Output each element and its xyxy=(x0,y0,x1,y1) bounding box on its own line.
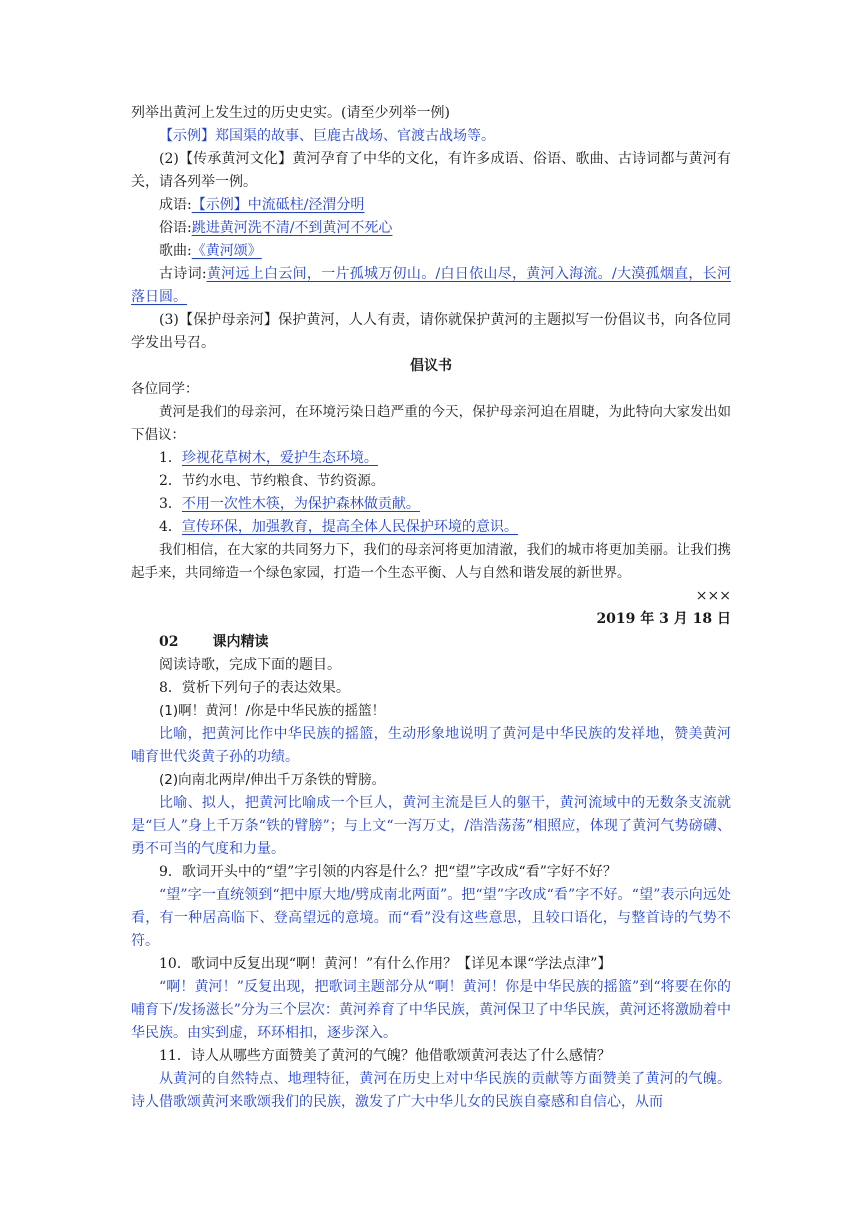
question-2-stem: (2)【传承黄河文化】黄河孕育了中华的文化，有许多成语、俗语、歌曲、古诗词都与黄河有关，请各列举一例。 xyxy=(131,151,731,190)
question-3-stem: (3)【保护母亲河】保护黄河，人人有责，请你就保护黄河的主题拟写一份倡议书，向各位同学发出号召。 xyxy=(131,312,731,351)
question-8-answer-2: 比喻、拟人，把黄河比喻成一个巨人，黄河主流是巨人的躯干，黄河流域中的无数条支流就是“巨人”身上千万条“铁的臂膀”；与上文“一泻万丈，/浩浩荡荡”相照应，体现了黄河气势磅礴、勇不可当的气度和力量。 xyxy=(131,795,731,857)
saying-line xyxy=(131,217,731,240)
section-heading xyxy=(131,631,731,654)
section-instruction: 阅读诗歌，完成下面的题目。 xyxy=(159,657,341,673)
proposal-item-3 xyxy=(131,493,731,516)
proposal-greeting: 各位同学： xyxy=(131,381,199,397)
item-number: 1． xyxy=(159,450,182,466)
poem-answer: 黄河远上白云间，一片孤城万仞山。/白日依山尽，黄河入海流。/大漠孤烟直，长河落日圆。 xyxy=(131,266,732,305)
question-8-answer-1: 比喻，把黄河比作中华民族的摇篮，生动形象地说明了黄河是中华民族的发祥地，赞美黄河哺育世代炎黄子孙的功绩。 xyxy=(131,726,731,765)
saying-answer: 跳进黄河洗不清/不到黄河不死心 xyxy=(191,220,393,236)
question-intro-tail: 列举出黄河上发生过的历史史实。(请至少列举一例) xyxy=(131,105,450,121)
document-page xyxy=(131,102,731,1114)
question-10-stem: 10．歌词中反复出现“啊！黄河！”有什么作用？【详见本课“学法点津”】 xyxy=(159,956,612,972)
item-text: 不用一次性木筷，为保护森林做贡献。 xyxy=(181,496,420,512)
item-text: 节约水电、节约粮食、节约资源。 xyxy=(181,473,385,489)
proposal-signature: ××× xyxy=(695,588,731,604)
question-9-stem: 9．歌词开头中的“望”字引领的内容是什么？把“望”字改成“看”字好不好？ xyxy=(159,864,617,880)
proposal-item-1 xyxy=(131,447,731,470)
question-11-answer: 从黄河的自然特点、地理特征，黄河在历史上对中华民族的贡献等方面赞美了黄河的气魄。诗人借歌颂黄河来歌颂我们的民族，激发了广大中华儿女的民族自豪感和自信心，从而 xyxy=(131,1071,731,1110)
item-text: 宣传环保，加强教育，提高全体人民保护环境的意识。 xyxy=(181,519,518,535)
question-8-sentence-1: (1)啊！黄河！/你是中华民族的摇篮！ xyxy=(159,703,386,719)
question-9-answer: “望”字一直统领到“把中原大地/劈成南北两面”。把“望”字改成“看”字不好。“望”表示向远处看，有一种居高临下、登高望远的意境。而“看”没有这些意思，且较口语化，与整首诗的气势不符。 xyxy=(131,887,731,949)
saying-label: 俗语: xyxy=(159,220,192,236)
idiom-line xyxy=(131,194,731,217)
question-8-stem: 8．赏析下列句子的表达效果。 xyxy=(159,680,350,696)
proposal-item-4 xyxy=(131,516,731,539)
question-8-sentence-2: (2)向南北两岸/伸出千万条铁的臂膀。 xyxy=(159,772,386,788)
proposal-date: 2019 年 3 月 18 日 xyxy=(596,611,731,627)
proposal-title: 倡议书 xyxy=(410,358,452,374)
song-answer: 《黄河颂》 xyxy=(191,243,262,259)
section-number: 02 xyxy=(159,634,179,650)
poem-label: 古诗词: xyxy=(159,266,207,282)
poem-line xyxy=(131,263,731,309)
item-number: 2． xyxy=(159,473,182,489)
song-label: 歌曲: xyxy=(159,243,192,259)
item-number: 4． xyxy=(159,519,182,535)
idiom-label: 成语: xyxy=(159,197,192,213)
question-10-answer: “啊！黄河！”反复出现，把歌词主题部分从“啊！黄河！你是中华民族的摇篮”到“将要在你的哺育下/发扬滋长”分为三个层次：黄河养育了中华民族，黄河保卫了中华民族，黄河还将激励着中华民族。由实到虚，环环相扣，逐步深入。 xyxy=(131,979,731,1041)
question-11-stem: 11．诗人从哪些方面赞美了黄河的气魄？他借歌颂黄河表达了什么感情？ xyxy=(159,1048,611,1064)
proposal-intro: 黄河是我们的母亲河，在环境污染日趋严重的今天，保护母亲河迫在眉睫，为此特向大家发出如下倡议： xyxy=(131,404,731,443)
item-number: 3． xyxy=(159,496,182,512)
section-title: 课内精读 xyxy=(212,634,269,650)
idiom-answer: 【示例】中流砥柱/泾渭分明 xyxy=(191,197,365,213)
proposal-item-2 xyxy=(131,470,731,493)
item-text: 珍视花草树木，爱护生态环境。 xyxy=(181,450,378,466)
proposal-closing: 我们相信，在大家的共同努力下，我们的母亲河将更加清澈，我们的城市将更加美丽。让我们携起手来，共同缔造一个绿色家园，打造一个生态平衡、人与自然和谐发展的新世界。 xyxy=(131,542,731,581)
question-intro-answer: 【示例】郑国渠的故事、巨鹿古战场、官渡古战场等。 xyxy=(159,128,495,144)
song-line xyxy=(131,240,731,263)
